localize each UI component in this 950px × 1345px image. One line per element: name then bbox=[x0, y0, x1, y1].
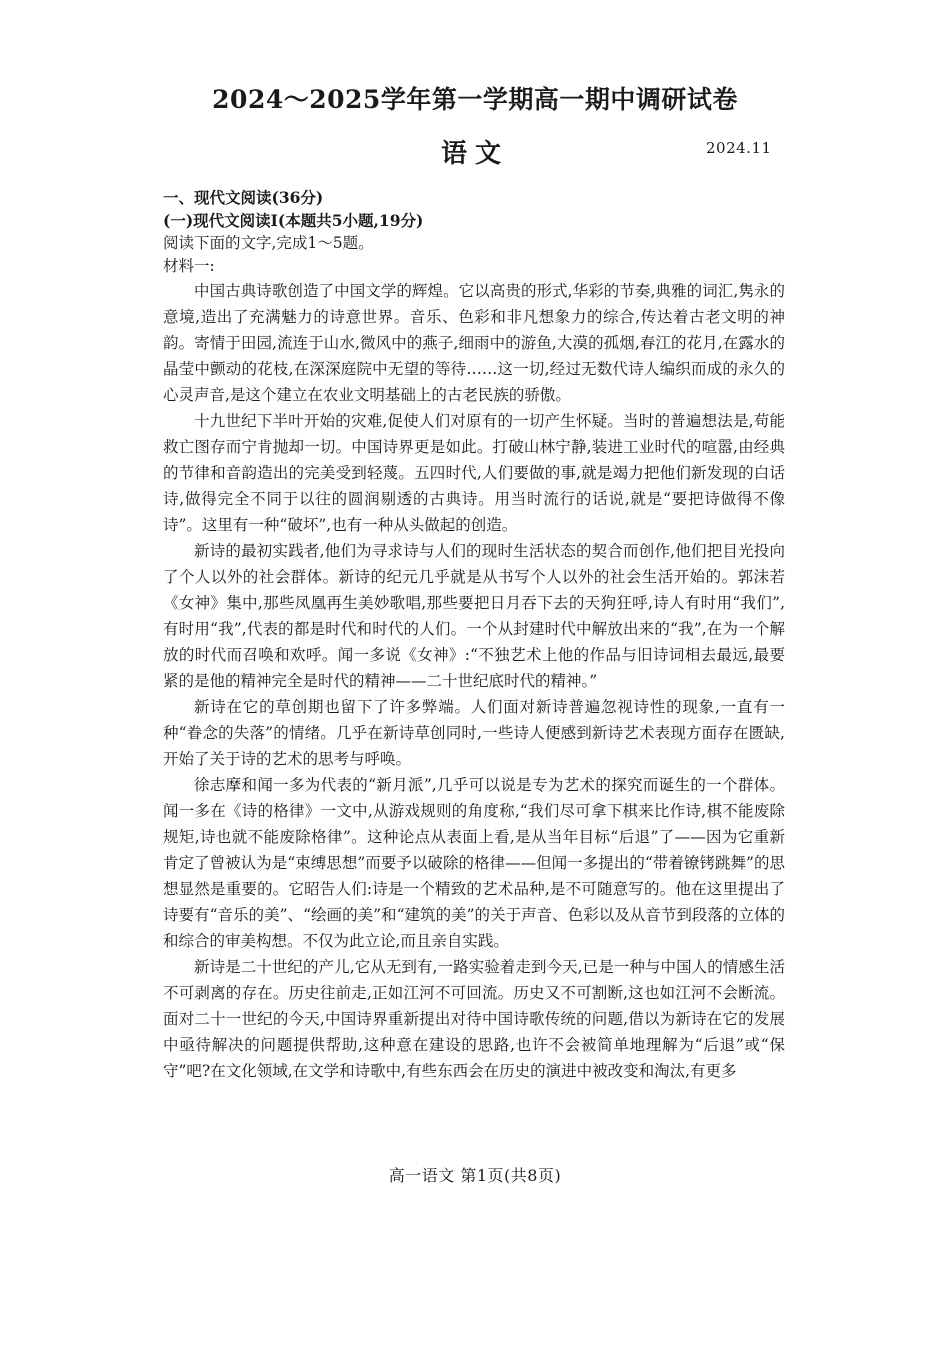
paragraph-2: 十九世纪下半叶开始的灾难,促使人们对原有的一切产生怀疑。当时的普遍想法是,苟能救亡图存而宁肯抛却一切。中国诗界更是如此。打破山林宁静,装进工业时代的喧嚣,由经典的节律和音韵造出的完美受到轻蔑。五四时代,人们要做的事,就是竭力把他们新发现的白话诗,做得完全不同于以往的圆润剔透的古典诗。用当时流行的话说,就是“要把诗做得不像诗”。这里有一种“破坏”,也有一种从头做起的创造。 bbox=[163, 412, 785, 534]
section-heading: 一、现代文阅读(36分) bbox=[163, 188, 324, 207]
subject-title: 语文 bbox=[440, 139, 509, 169]
paragraph-6: 新诗是二十世纪的产儿,它从无到有,一路实验着走到今天,已是一种与中国人的情感生活不可剥离的存在。历史往前走,正如江河不可回流。历史又不可割断,这也如江河不会断流。面对二十一世纪的今天,中国诗界重新提出对待中国诗歌传统的问题,借以为新诗在它的发展中亟待解决的问题提供帮助,这种意在建设的思路,也许不会被简单地理解为“后退”或“保守”吧?在文化领域,在文学和诗歌中,有些东西会在历史的演进中被改变和淘汰,有更多 bbox=[163, 958, 785, 1080]
reading-instruction: 阅读下面的文字,完成1～5题。 bbox=[163, 234, 374, 252]
section-subheading: (一)现代文阅读Ⅰ(本题共5小题,19分) bbox=[163, 211, 424, 230]
exam-date: 2024.11 bbox=[706, 139, 772, 157]
page-footer: 高一语文 第1页(共8页) bbox=[388, 1166, 562, 1185]
exam-content bbox=[163, 186, 785, 1084]
paragraph-3: 新诗的最初实践者,他们为寻求诗与人们的现时生活状态的契合而创作,他们把目光投向了个人以外的社会群体。新诗的纪元几乎就是从书写个人以外的社会生活开始的。郭沫若《女神》集中,那些凤凰再生美妙歌唱,那些要把日月吞下去的天狗狂呼,诗人有时用“我们”,有时用“我”,代表的都是时代和时代的人们。一个从封建时代中解放出来的“我”,在为一个解放的时代而召唤和欢呼。闻一多说《女神》:“不独艺术上他的作品与旧诗词相去最远,最要紧的是他的精神完全是时代的精神——二十世纪底时代的精神。” bbox=[163, 542, 785, 690]
material-label: 材料一: bbox=[163, 257, 215, 275]
paragraph-1: 中国古典诗歌创造了中国文学的辉煌。它以高贵的形式,华彩的节奏,典雅的词汇,隽永的意境,造出了充满魅力的诗意世界。音乐、色彩和非凡想象力的综合,传达着古老文明的神韵。寄情于田园,流连于山水,微风中的燕子,细雨中的游鱼,大漠的孤烟,春江的花月,在露水的晶莹中颤动的花枝,在深深庭院中无望的等待……这一切,经过无数代诗人编织而成的永久的心灵声音,是这个建立在农业文明基础上的古老民族的骄傲。 bbox=[163, 282, 785, 404]
exam-title: 2024～2025学年第一学期高一期中调研试卷 bbox=[212, 85, 738, 114]
paragraph-4: 新诗在它的草创期也留下了许多弊端。人们面对新诗普遍忽视诗性的现象,一直有一种“眷念的失落”的情绪。几乎在新诗草创同时,一些诗人便感到新诗艺术表现方面存在匮缺,开始了关于诗的艺术的思考与呼唤。 bbox=[163, 698, 785, 768]
paragraph-5: 徐志摩和闻一多为代表的“新月派”,几乎可以说是专为艺术的探究而诞生的一个群体。闻一多在《诗的格律》一文中,从游戏规则的角度称,“我们尽可拿下棋来比作诗,棋不能废除规矩,诗也就不能废除格律”。这种论点从表面上看,是从当年目标“后退”了——因为它重新肯定了曾被认为是“束缚思想”而要予以破除的格律——但闻一多提出的“带着镣铐跳舞”的思想显然是重要的。它昭告人们:诗是一个精致的艺术品种,是不可随意写的。他在这里提出了诗要有“音乐的美”、“绘画的美”和“建筑的美”的关于声音、色彩以及从音节到段落的立体的和综合的审美构想。不仅为此立论,而且亲自实践。 bbox=[163, 776, 785, 950]
